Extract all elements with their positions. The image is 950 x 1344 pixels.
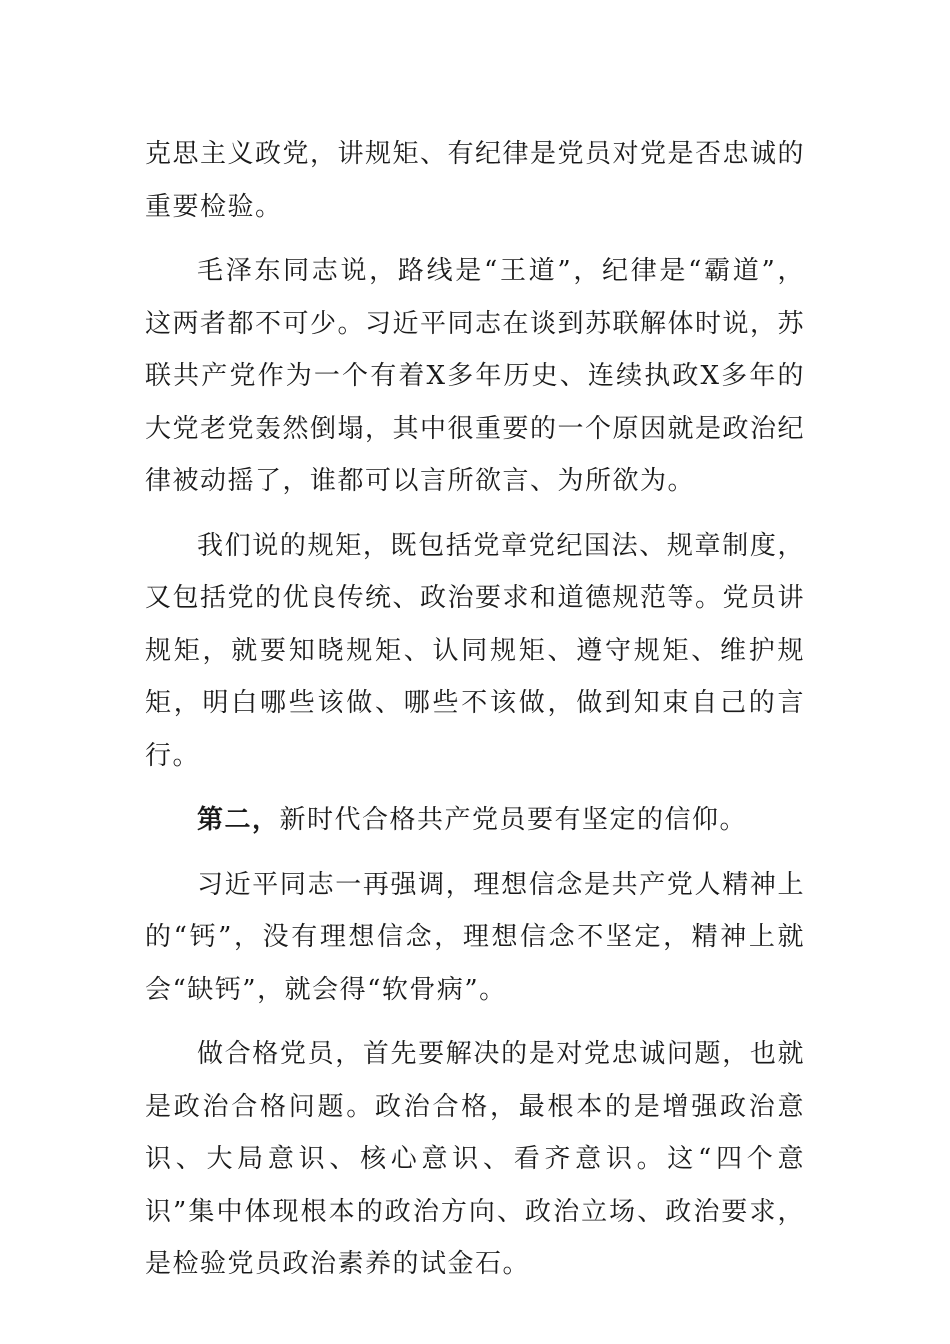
paragraph-loyalty: 做合格党员，首先要解决的是对党忠诚问题，也就是政治合格问题。政治合格，最根本的是增强政治意识、大局意识、核心意识、看齐意识。这“四个意识”集中体现根本的政治方向、政治立场、政治要求，是检验党员政治素养的试金石。 <box>145 1039 805 1279</box>
section-lead: 第二， <box>197 805 280 835</box>
section-heading-text: 新时代合格共产党员要有坚定的信仰。 <box>279 805 748 835</box>
paragraph-mao-quote: 毛泽东同志说，路线是“王道”，纪律是“霸道”，这两者都不可少。习近平同志在谈到苏联解体时说，苏联共产党作为一个有着X多年历史、连续执政X多年的大党老党轰然倒塌，其中很重要的一个原因就是政治纪律被动摇了，谁都可以言所欲言、为所欲为。 <box>145 256 806 496</box>
paragraph-continued: 克思主义政党，讲规矩、有纪律是党员对党是否忠诚的重要检验。 <box>145 139 806 222</box>
paragraph-faith: 习近平同志一再强调，理想信念是共产党人精神上的“钙”，没有理想信念，理想信念不坚定，精神上就会“缺钙”，就会得“软骨病”。 <box>145 869 805 1005</box>
paragraph-second-point <box>145 794 805 847</box>
paragraph-rules: 我们说的规矩，既包括党章党纪国法、规章制度，又包括党的优良传统、政治要求和道德规范等。党员讲规矩，就要知晓规矩、认同规矩、遵守规矩、维护规矩，明白哪些该做、哪些不该做，做到知束自己的言行。 <box>145 530 806 771</box>
document-body <box>145 128 805 1303</box>
